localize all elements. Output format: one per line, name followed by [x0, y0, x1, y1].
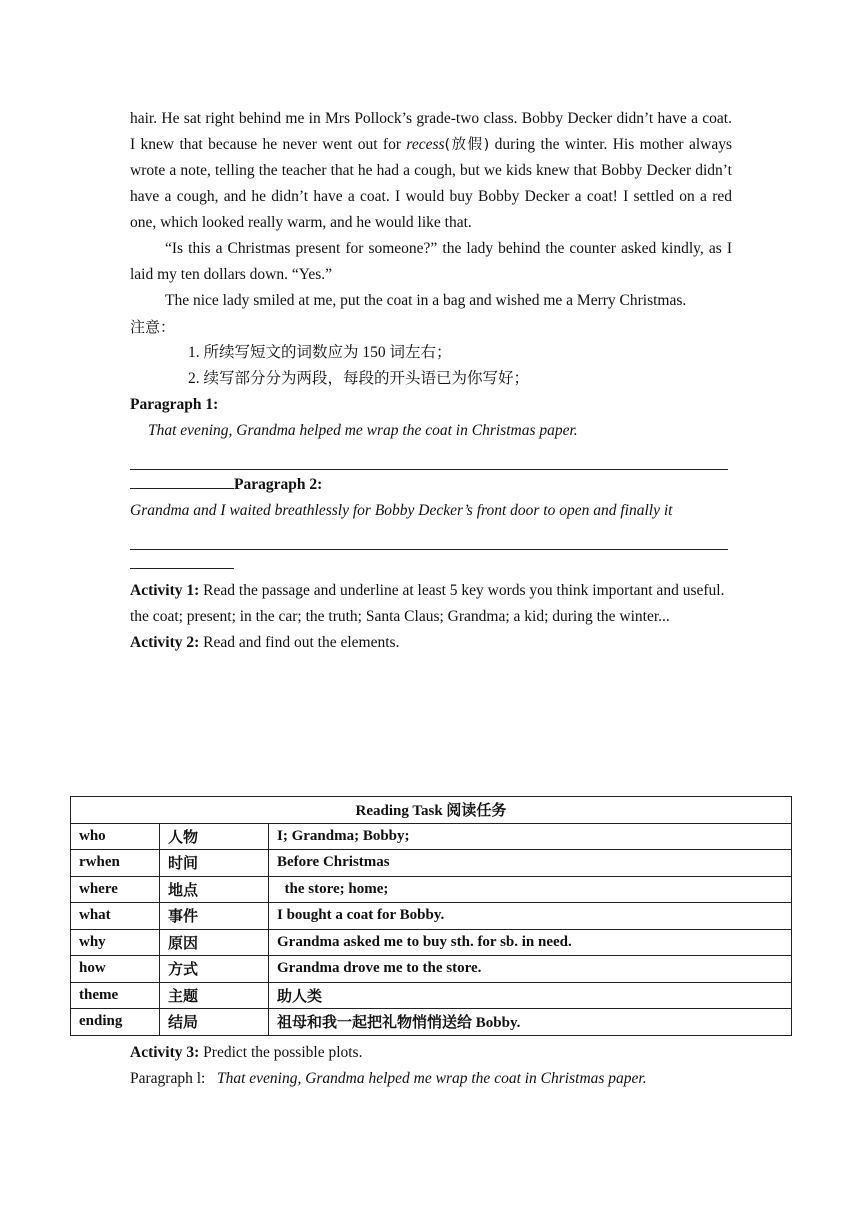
- table-row: theme 主题 助人类: [71, 982, 792, 1009]
- activity1: Activity 1: Read the passage and underline at least 5 key words you think important and useful.: [130, 582, 725, 599]
- activity2: Activity 2: Read and find out the elements.: [130, 634, 400, 651]
- story-paragraph-2: “Is this a Christmas present for someone?” the lady behind the counter asked kindly, as I laid my ten dollars down. “Yes.”: [130, 240, 732, 283]
- activity2-label: Activity 2:: [130, 634, 200, 651]
- table-row: why 原因 Grandma asked me to buy sth. for sb. in need.: [71, 929, 792, 956]
- writing-line: [130, 444, 728, 470]
- after-table-section: [130, 1040, 732, 1092]
- recess-word: recess: [406, 136, 445, 153]
- activity3-paragraph-text: That evening, Grandma helped me wrap the coat in Christmas paper.: [216, 1070, 647, 1087]
- paragraph2-heading: Paragraph 2:: [234, 476, 323, 493]
- table-header-row: [71, 797, 792, 824]
- table-row: ending 结局 祖母和我一起把礼物悄悄送给 Bobby.: [71, 1009, 792, 1036]
- paragraph1-heading: Paragraph 1:: [130, 396, 219, 413]
- paragraph1-opening: That evening, Grandma helped me wrap the coat in Christmas paper.: [148, 422, 578, 439]
- reading-task-table: [70, 796, 792, 1036]
- writing-line-short: [130, 550, 234, 569]
- paragraph2-opening: Grandma and I waited breathlessly for Bobby Decker’s front door to open and finally it: [130, 502, 673, 519]
- activity3-label: Activity 3:: [130, 1044, 200, 1061]
- table-row: who 人物 I; Grandma; Bobby;: [71, 823, 792, 850]
- writing-line: [130, 524, 728, 550]
- activity3: Activity 3: Predict the possible plots.: [130, 1044, 363, 1061]
- note-item-2: 2. 续写部分分为两段，每段的开头语已为你写好；: [188, 370, 530, 387]
- writing-line-end-row: [130, 550, 732, 578]
- table-title: Reading Task 阅读任务: [71, 797, 792, 824]
- activity1-answer: the coat; present; in the car; the truth; Santa Claus; Grandma; a kid; during the winter...: [130, 608, 670, 625]
- story-paragraph-1: hair. He sat right behind me in Mrs Pollock’s grade-two class. Bobby Decker didn’t have a coat. I knew that because he never went out for recess(放假) during the winter. His mother always wrote a note, telling the teacher that he had a cough, but we kids knew that Bobby Decker didn’t have a cough, and he didn’t have a coat. I would buy Bobby Decker a coat! I settled on a red one, which looked really warm, and he would like that.: [130, 110, 732, 231]
- notes-label: 注意：: [130, 318, 176, 336]
- activity1-label: Activity 1:: [130, 582, 200, 599]
- table-row: where 地点 the store; home;: [71, 876, 792, 903]
- activity3-paragraph-label: Paragraph l:: [130, 1070, 217, 1087]
- table-row: what 事件 I bought a coat for Bobby.: [71, 903, 792, 930]
- activity3-paragraph: [130, 1066, 732, 1092]
- note-item-1: 1. 所续写短文的词数应为 150 词左右；: [188, 344, 452, 361]
- writing-line-short: [130, 470, 234, 489]
- paragraph2-heading-row: [130, 470, 732, 498]
- recess-gloss: (放假): [444, 137, 490, 153]
- table-row: rwhen 时间 Before Christmas: [71, 850, 792, 877]
- document-body: [130, 106, 732, 656]
- story-paragraph-3: The nice lady smiled at me, put the coat in a bag and wished me a Merry Christmas.: [165, 292, 687, 309]
- table-row: how 方式 Grandma drove me to the store.: [71, 956, 792, 983]
